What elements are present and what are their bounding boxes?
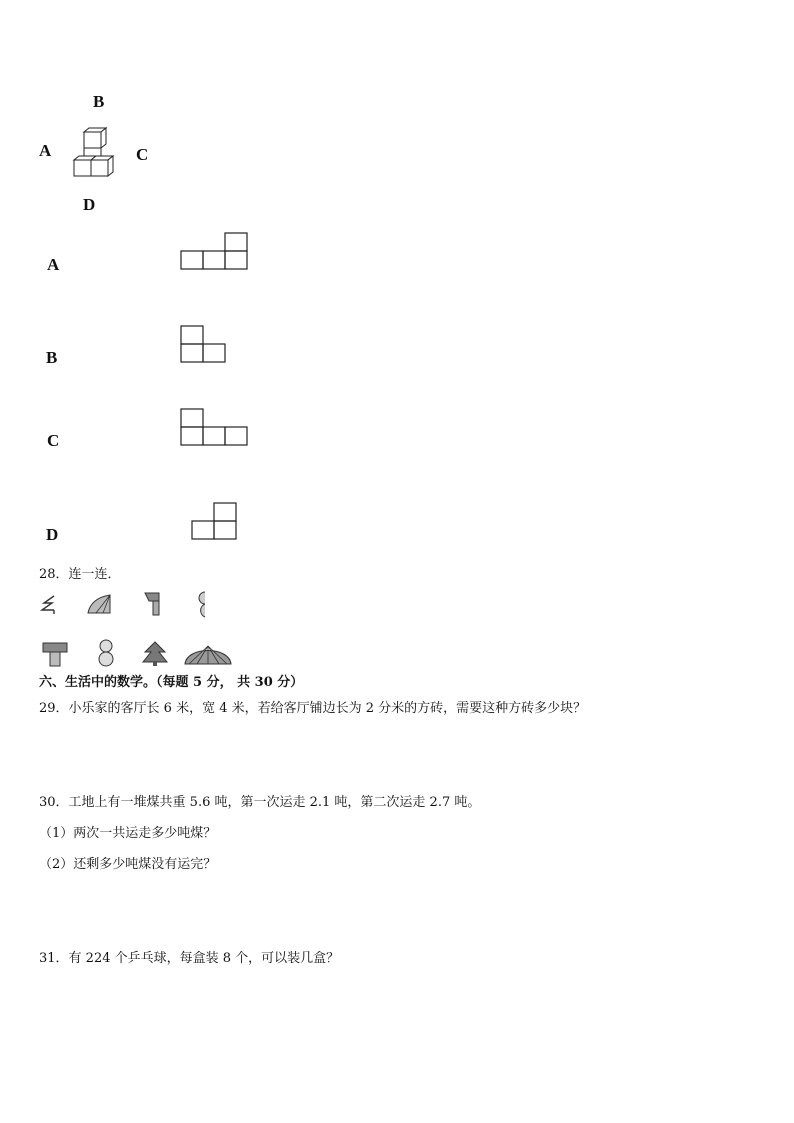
isometric-cubes-figure <box>70 126 122 180</box>
option-b-view-figure <box>180 325 228 365</box>
half-umbrella-icon <box>86 593 112 615</box>
question-28: 28．连一连． <box>39 567 121 582</box>
option-a-view-figure <box>180 232 250 272</box>
question-30-sub-2: （2）还剩多少吨煤没有运完？ <box>39 857 217 872</box>
section-6-title: 六、生活中的数学。（每题 5 分， 共 30 分） <box>39 675 304 690</box>
view-label-right: C <box>136 145 149 164</box>
view-label-top: B <box>93 92 105 111</box>
view-label-left: A <box>39 141 52 160</box>
half-mushroom-icon <box>143 591 163 617</box>
option-b-label: B <box>46 348 58 367</box>
snowman-icon <box>96 638 116 668</box>
view-label-bottom: D <box>83 195 96 214</box>
option-c-label: C <box>47 431 60 450</box>
option-d-label: D <box>46 525 59 544</box>
tree-icon <box>141 640 169 668</box>
half-snowman-icon <box>195 590 211 618</box>
option-d-view-figure <box>191 502 239 542</box>
question-30-sub-1: （1）两次一共运走多少吨煤？ <box>39 826 217 841</box>
option-a-label: A <box>47 255 60 274</box>
question-31: 31．有 224 个乒乓球，每盒装 8 个，可以装几盒？ <box>39 951 340 966</box>
half-tree-icon <box>40 594 58 616</box>
umbrella-icon <box>183 640 233 666</box>
question-29: 29．小乐家的客厅长 6 米，宽 4 米，若给客厅铺边长为 2 分米的方砖，需要这种方砖多少块？ <box>39 701 587 716</box>
option-c-view-figure <box>180 408 250 448</box>
mushroom-icon <box>40 640 70 668</box>
question-30: 30．工地上有一堆煤共重 5.6 吨，第一次运走 2.1 吨，第二次运走 2.7 吨。 <box>39 795 481 810</box>
